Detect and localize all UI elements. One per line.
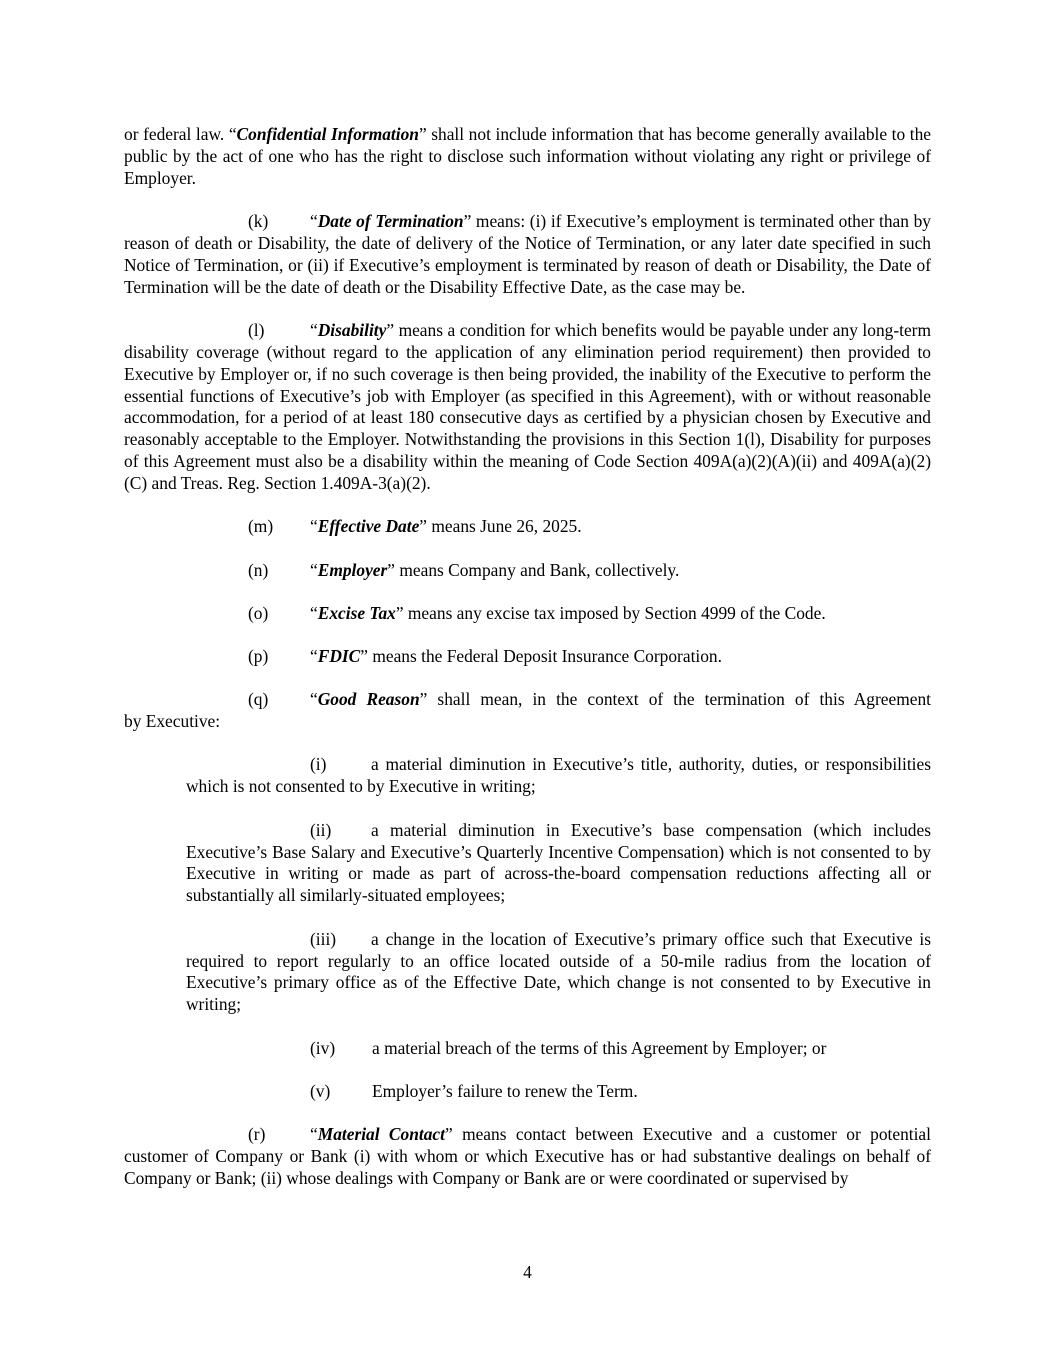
definition-text: ” means contact between Executive and a customer or potential customer of Company or Bank (i) with whom or which Executive has or had substantive dealings on behalf of Company or Bank; (ii) whose dealings with Company or Bank are or were coordinated or supervised by (124, 1124, 931, 1188)
item-marker: (ii) (310, 819, 332, 840)
item-marker: (iv) (310, 1037, 336, 1058)
defined-term-confidential-information: Confidential Information (236, 124, 419, 144)
item-marker: (iii) (310, 928, 337, 949)
definition-text: ” means June 26, 2025. (419, 516, 582, 537)
definition-text: ” means any excise tax imposed by Section 4999 of the Code. (395, 602, 826, 623)
item-marker: (i) (310, 754, 327, 775)
item-text: a change in the location of Executive’s primary office such that Executive is required to report regularly to an office located outside of a 50-mile radius from the location of Executive’s primary office as of the Effective Date, which change is not consented to by Executive in writing; (186, 928, 931, 1015)
definition-text: ” shall mean, in the context of the termination of this Agreement (419, 689, 931, 710)
definition-q-first-line: (q) “Good Reason” shall mean, in the context of the termination of this Agreement (248, 689, 931, 710)
definition-marker: (m) (248, 516, 274, 537)
page-number: 4 (523, 1262, 532, 1282)
item-text: Employer’s failure to renew the Term. (372, 1081, 638, 1102)
definition-q (124, 689, 931, 733)
defined-term-date-of-termination: Date of Termination (317, 211, 464, 232)
defined-term-excise-tax: Excise Tax (317, 602, 396, 623)
definition-marker: (p) (248, 645, 269, 666)
good-reason-item-iii (124, 929, 931, 1016)
definition-marker: (k) (248, 211, 269, 232)
definition-marker: (n) (248, 559, 269, 580)
definition-q-continuation: by Executive: (124, 710, 221, 731)
definition-n: (n) “Employer” means Company and Bank, collectively. (248, 559, 680, 580)
definition-marker: (o) (248, 602, 269, 623)
definition-m: (m) “Effective Date” means June 26, 2025. (248, 516, 582, 537)
intro-lead: or federal law. “ (124, 124, 237, 144)
defined-term-employer: Employer (317, 559, 388, 580)
item-marker: (v) (310, 1081, 331, 1102)
definition-marker: (l) (248, 320, 265, 341)
defined-term-good-reason: Good Reason (317, 689, 420, 710)
definition-p: (p) “FDIC” means the Federal Deposit Insurance Corporation. (248, 645, 722, 666)
definition-text: ” means: (i) if Executive’s employment is terminated other than by reason of death or Disability, the date of delivery of the Notice of Termination, or any later date specified in such Notice of Termination, or (ii) if Executive’s employment is terminated by reason of death or Disability, the Date of Termination will be the date of death or the Disability Effective Date, as the case may be. (124, 211, 931, 297)
definition-o: (o) “Excise Tax” means any excise tax imposed by Section 4999 of the Code. (248, 602, 826, 623)
defined-term-disability: Disability (317, 320, 387, 341)
definition-k: (k) “Date of Termination” means: (i) if Executive’s employment is terminated other than by reason of death or Disability, the date of delivery of the Notice of Termination, or any later date specified in such Notice of Termination, or (ii) if Executive’s employment is terminated by reason of death or Disability, the Date of Termination will be the date of death or the Disability Effective Date, as the case may be. (124, 211, 931, 297)
good-reason-item-iv (124, 1038, 931, 1060)
definition-marker: (q) (248, 689, 269, 710)
defined-term-material-contact: Material Contact (317, 1124, 445, 1145)
definition-l: (l) “Disability” means a condition for which benefits would be payable under any long-term disability coverage (without regard to the application of any elimination period requirement) then provided to Executive by Employer or, if no such coverage is then being provided, the inability of the Executive to perform the essential functions of Executive’s job with Employer (as specified in this Agreement), with or without reasonable accommodation, for a period of at least 180 consecutive days as certified by a physician chosen by Executive and reasonably acceptable to the Employer. Notwithstanding the provisions in this Section 1(l), Disability for purposes of this Agreement must also be a disability within the meaning of Code Section 409A(a)(2)(A)(ii) and 409A(a)(2)(C) and Treas. Reg. Section 1.409A-3(a)(2). (124, 320, 931, 493)
item-text: a material diminution in Executive’s title, authority, duties, or responsibilities which is not consented to by Executive in writing; (186, 754, 931, 797)
defined-term-fdic: FDIC (317, 645, 361, 666)
good-reason-item-i (124, 754, 931, 798)
definition-r: (r) “Material Contact” means contact between Executive and a customer or potential customer of Company or Bank (i) with whom or which Executive has or had substantive dealings on behalf of Company or Bank; (ii) whose dealings with Company or Bank are or were coordinated or supervised by (124, 1124, 931, 1188)
definition-text: ” means the Federal Deposit Insurance Corporation. (360, 645, 722, 666)
defined-term-effective-date: Effective Date (317, 516, 420, 537)
good-reason-item-ii (124, 820, 931, 907)
good-reason-item-v (124, 1081, 931, 1103)
definition-text: ” means a condition for which benefits would be payable under any long-term disability coverage (without regard to the application of any elimination period requirement) then provided to Executive by Employer or, if no such coverage is then being provided, the inability of the Executive to perform the essential functions of Executive’s job with Employer (as specified in this Agreement), with or without reasonable accommodation, for a period of at least 180 consecutive days as certified by a physician chosen by Executive and reasonably acceptable to the Employer. Notwithstanding the provisions in this Section 1(l), Disability for purposes of this Agreement must also be a disability within the meaning of Code Section 409A(a)(2)(A)(ii) and 409A(a)(2)(C) and Treas. Reg. Section 1.409A-3(a)(2). (124, 320, 931, 493)
confidential-information-paragraph (124, 124, 931, 189)
document-page (124, 124, 931, 1190)
intro-text: ” shall not include information that has become generally available to the public by the act of one who has the right to disclose such information without violating any right or privilege of Employer. (124, 124, 931, 188)
item-text: a material breach of the terms of this Agreement by Employer; or (372, 1037, 827, 1058)
item-text: a material diminution in Executive’s base compensation (which includes Executive’s Base Salary and Executive’s Quarterly Incentive Compensation) which is not consented to by Executive in writing or made as part of across-the-board compensation reductions affecting all or substantially all similarly-situated employees; (186, 819, 931, 906)
definition-text: ” means Company and Bank, collectively. (387, 559, 680, 580)
definition-marker: (r) (248, 1124, 266, 1145)
